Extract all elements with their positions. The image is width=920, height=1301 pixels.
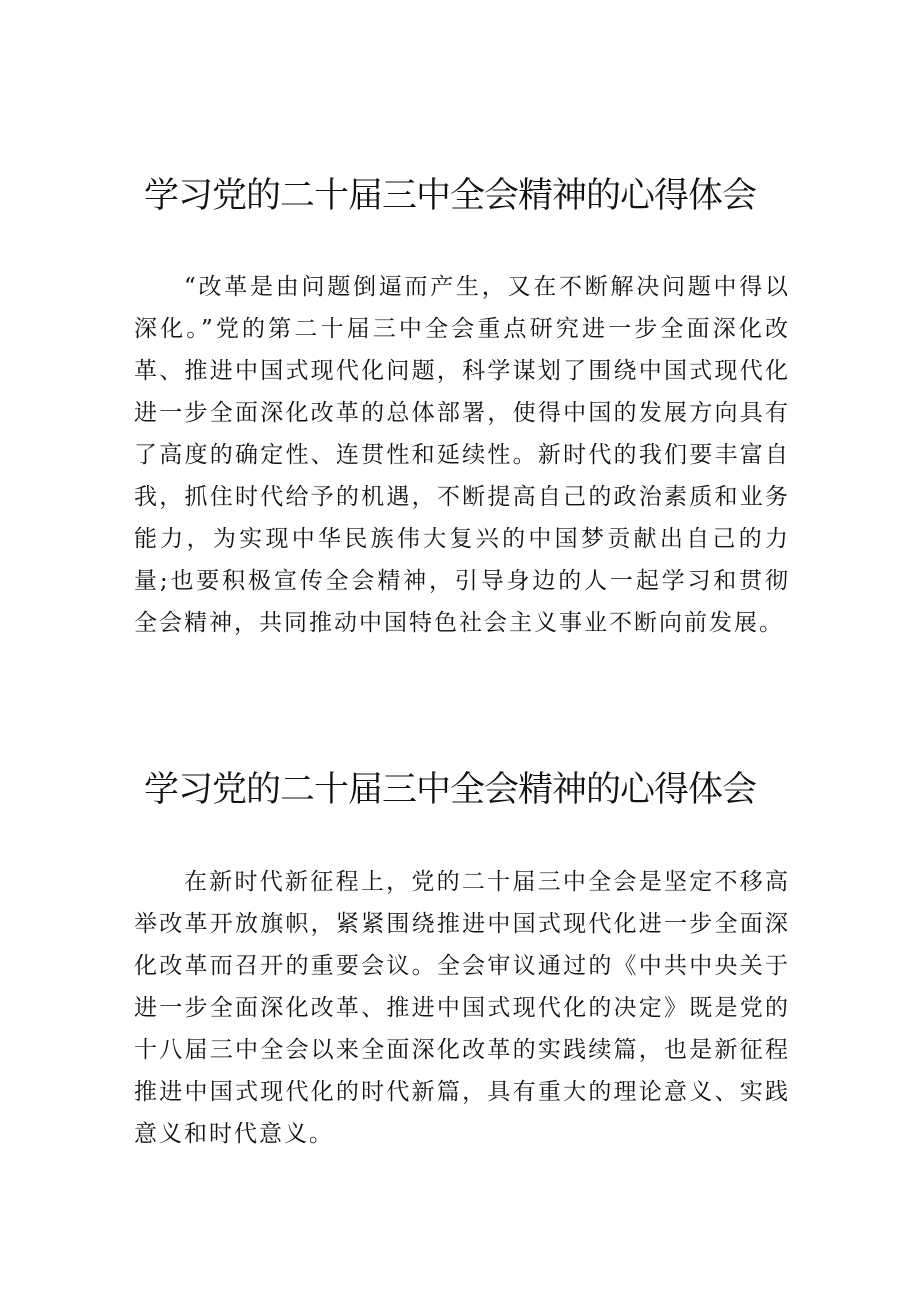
section-1-body: “改革是由问题倒逼而产生，又在不断解决问题中得以深化。”党的第二十届三中全会重点研究进一步全面深化改革、推进中国式现代化问题，科学谋划了围绕中国式现代化进一步全面深化改革的总体部署，使得中国的发展方向具有了高度的确定性、连贯性和延续性。新时代的我们要丰富自我，抓住时代给予的机遇，不断提高自己的政治素质和业务能力，为实现中华民族伟大复兴的中国梦贡献出自己的力量;也要积极宣传全会精神，引导身边的人一起学习和贯彻全会精神，共同推动中国特色社会主义事业不断向前发展。 [134, 274, 790, 636]
section-2-title: 学习党的二十届三中全会精神的心得体会 [144, 770, 757, 810]
section-2-body: 在新时代新征程上，党的二十届三中全会是坚定不移高举改革开放旗帜，紧紧围绕推进中国式现代化进一步全面深化改革而召开的重要会议。全会审议通过的《中共中央关于进一步全面深化改革、推进中国式现代化的决定》既是党的十八届三中全会以来全面深化改革的实践续篇，也是新征程推进中国式现代化的时代新篇，具有重大的理论意义、实践意义和时代意义。 [134, 869, 790, 1147]
section-1-title: 学习党的二十届三中全会精神的心得体会 [144, 176, 757, 216]
